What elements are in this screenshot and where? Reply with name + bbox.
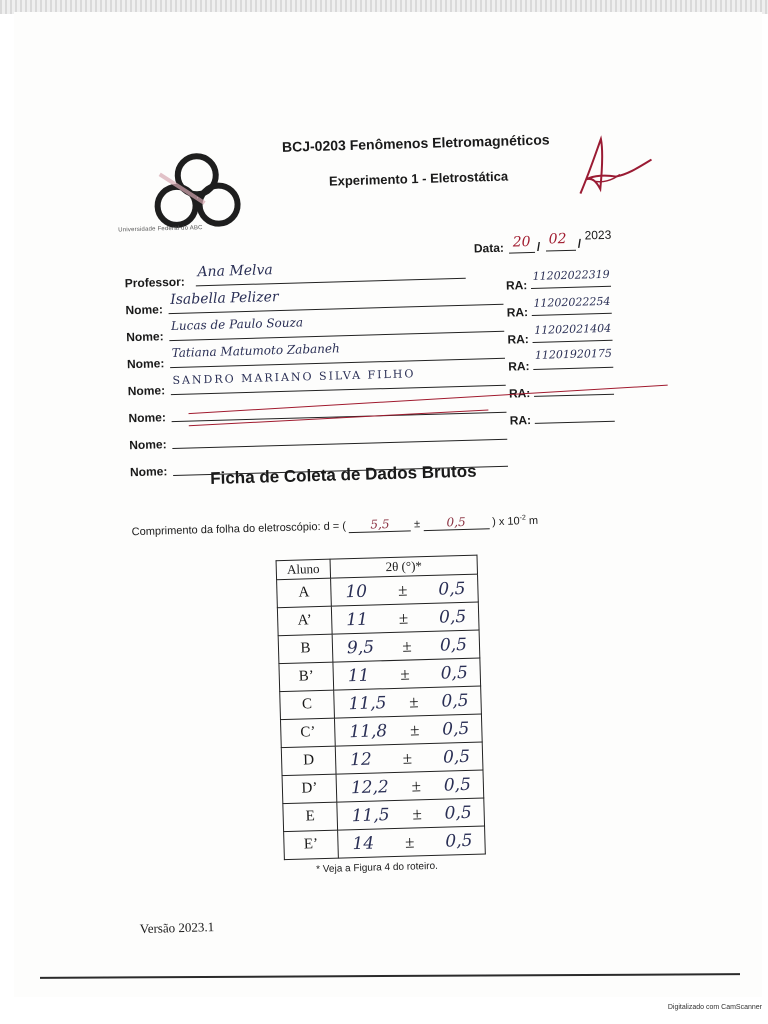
- strike-line-2: [189, 410, 489, 427]
- row-angle-error: 0,5: [443, 774, 472, 796]
- student-3-label: Nome:: [126, 356, 165, 372]
- row-angle-value: 11,5: [348, 692, 387, 714]
- row-angle-error: 0,5: [439, 634, 468, 656]
- row-student: D: [281, 746, 336, 775]
- table-footnote: * Veja a Figura 4 do roteiro.: [316, 860, 439, 876]
- student-3-ra: 11202021404: [534, 321, 612, 337]
- document-content: Universidade Federal do ABC BCJ-0203 Fenômenos Eletromagnéticos Experimento 1 - Eletrostática Data: 20 / 02 / 2023 Professor: Ana Melva Nome: Isabella Pelizer RA: 11202022319 Nome: Lucas de Paulo Souza RA: 11202022254 Nome: Tatiana Matumoto Zabaneh RA: 11202021404 Nome: SANDRO MARIANO SILVA FILHO RA: 11201920175 Nome: RA: Nome: RA: Nome: Ficha de Coleta de Dados Brutos Comprimento da folha do eletroscópio: d = ( 5,5 ± 0,5 ) x $10^{-2}$ m Aluno 2θ (°)* A 10 ± 0,5 A’ 11 ± 0,5 B 9,5 ± 0,5 B’ 11 ± 0,5 C 11,5 ± 0,5 C’ 11,8 ± 0,5 D 12 ± 0,5 D’ 12,2 ± 0,5 E 11,5 ± 0,5 E’ 14 ± 0,5 * Veja a Figura 4 do roteiro. Versão 2023.1: [14, 12, 762, 997]
- row-angle-value: 14: [352, 833, 375, 854]
- date-day-line: [509, 252, 535, 254]
- professor-label: Professor:: [124, 274, 185, 291]
- student-2-label: Nome:: [126, 329, 164, 345]
- row-angle-value: 9,5: [346, 637, 375, 658]
- student-2-name: Lucas de Paulo Souza: [170, 315, 304, 334]
- experiment-title: Experimento 1 - Eletrostática: [328, 168, 509, 189]
- student-3-ra-label: RA:: [507, 332, 529, 347]
- course-title: BCJ-0203 Fenômenos Eletromagnéticos: [281, 131, 550, 155]
- student-4-line: [171, 385, 506, 395]
- row-angle-error: 0,5: [438, 578, 466, 600]
- student-4-name: SANDRO MARIANO SILVA FILHO: [172, 367, 416, 388]
- student-6-label: Nome:: [129, 437, 167, 453]
- row-angle-value: 12: [349, 749, 373, 770]
- date-label: Data:: [473, 240, 505, 256]
- row-angle-value: 10: [345, 581, 368, 602]
- angle-data-table: [276, 555, 486, 861]
- date-month-line: [546, 250, 576, 252]
- student-1-ra-label: RA:: [505, 278, 528, 293]
- row-angle-error: 0,5: [438, 606, 467, 628]
- logo-caption: Universidade Federal do ABC: [118, 225, 203, 234]
- student-2-line: [169, 331, 504, 341]
- row-angle-error: 0,5: [445, 830, 473, 852]
- row-pm: ±: [409, 719, 420, 740]
- row-angle-value: 11,5: [351, 804, 390, 826]
- student-6-ra-line: [535, 421, 615, 424]
- row-angle-value: 12,2: [350, 776, 390, 798]
- row-pm: ±: [402, 635, 412, 656]
- row-pm: ±: [404, 831, 415, 852]
- row-student: C’: [280, 718, 335, 747]
- leaf-length-pm: ±: [413, 518, 421, 531]
- row-pm: ±: [398, 608, 409, 628]
- student-4-label: Nome:: [127, 383, 166, 399]
- student-2-ra-label: RA:: [506, 305, 529, 320]
- leaf-length-uncertainty: 0,5: [446, 514, 466, 530]
- row-angle-error: 0,5: [442, 746, 471, 768]
- student-3-name: Tatiana Matumoto Zabaneh: [171, 341, 340, 361]
- col-header-student: Aluno: [276, 559, 331, 580]
- row-student: E: [283, 802, 338, 831]
- leaf-length-unit: m: [525, 514, 539, 528]
- row-angle-value: 11: [345, 609, 369, 630]
- student-1-name: Isabella Pelizer: [170, 289, 279, 309]
- row-student: A’: [277, 606, 332, 635]
- leaf-length-line: [131, 513, 538, 539]
- leaf-length-unit-exp: -2: [519, 514, 526, 522]
- row-angle-error: 0,5: [441, 718, 470, 740]
- leaf-length-value: 5,5: [370, 517, 390, 532]
- row-pm: ±: [397, 580, 408, 600]
- row-angle-error: 0,5: [444, 802, 472, 824]
- version-label: Versão 2023.1: [139, 919, 215, 937]
- date-month: 02: [548, 230, 567, 248]
- leaf-length-unit-prefix: ) x 10: [491, 515, 520, 529]
- row-pm: ±: [409, 691, 419, 712]
- row-pm: ±: [402, 747, 413, 768]
- sheet-title: Ficha de Coleta de Dados Brutos: [209, 461, 477, 489]
- row-angle-error: 0,5: [440, 662, 469, 684]
- student-4-ra-label: RA:: [508, 359, 530, 374]
- row-angle-value: 11: [347, 665, 370, 686]
- student-2-ra: 11202022254: [533, 294, 611, 310]
- row-pm: ±: [411, 775, 422, 796]
- professor-name: Ana Melva: [197, 262, 273, 281]
- row-angle-value: 11,8: [349, 720, 388, 742]
- student-5-ra-line: [534, 394, 614, 397]
- row-student: E’: [284, 830, 339, 859]
- handwritten-signature: [571, 129, 663, 201]
- row-student: D’: [282, 774, 337, 803]
- student-1-ra-line: [531, 286, 611, 289]
- row-angle-error: 0,5: [441, 690, 469, 712]
- student-4-ra-line: [533, 367, 613, 370]
- col-header-angle: 2θ (°)*: [330, 555, 477, 578]
- row-pm: ±: [412, 803, 423, 823]
- leaf-length-label: Comprimento da folha do eletroscópio: d = (: [131, 520, 347, 539]
- student-1-label: Nome:: [125, 302, 164, 318]
- student-3-line: [170, 358, 505, 368]
- student-6-ra-label: RA:: [509, 413, 532, 428]
- date-day: 20: [512, 233, 531, 251]
- student-3-ra-line: [533, 340, 613, 343]
- student-1-ra: 11202022319: [532, 267, 610, 283]
- strike-line-1: [188, 385, 667, 414]
- scanner-credit: Digitalizado com CamScanner: [667, 1004, 762, 1011]
- row-pm: ±: [400, 664, 410, 684]
- student-5-ra-label: RA:: [508, 386, 531, 401]
- document-page: [14, 12, 762, 997]
- row-student: B: [278, 634, 333, 663]
- table-row: [284, 826, 486, 860]
- row-student: B’: [279, 662, 334, 691]
- student-7-label: Nome:: [129, 464, 168, 480]
- student-4-ra: 11201920175: [534, 346, 613, 362]
- student-5-label: Nome:: [128, 410, 167, 426]
- student-2-ra-line: [532, 313, 612, 316]
- date-year: 2023: [584, 227, 612, 243]
- row-student: C: [280, 690, 335, 719]
- row-student: A: [277, 578, 332, 607]
- student-6-line: [172, 439, 507, 449]
